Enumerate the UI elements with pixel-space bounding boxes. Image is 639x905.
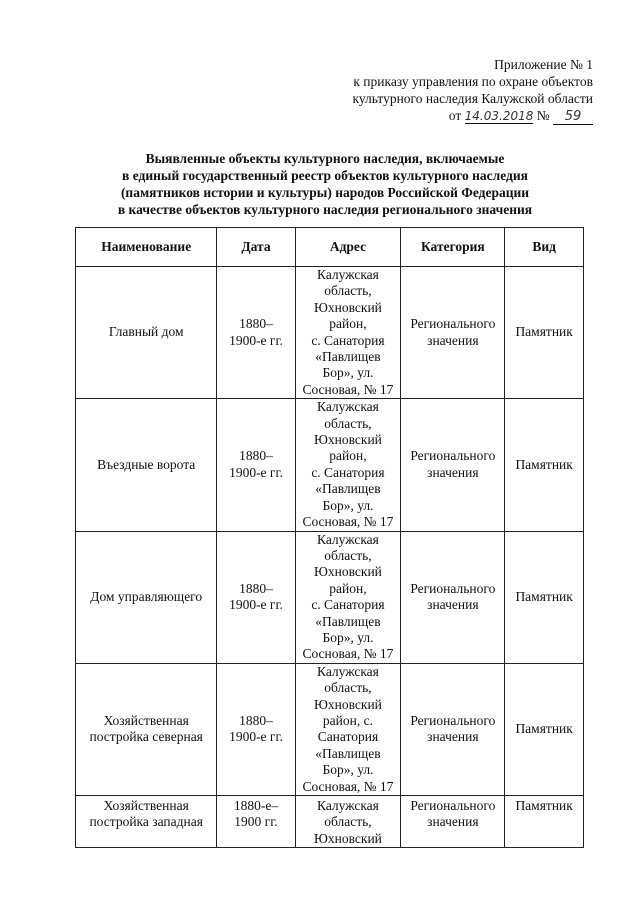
cell-type: Памятник: [505, 663, 584, 795]
table-body: [76, 267, 584, 848]
document-title: [90, 150, 560, 218]
date-prefix: от: [448, 108, 462, 123]
handwritten-date: 14.03.2018: [464, 109, 534, 123]
cell-address: Калужская область, Юхновский район, с. Санатория «Павлищев Бор», ул. Сосновая, № 17: [295, 531, 401, 663]
cell-address: Калужская область, Юхновский район, с. Санатория «Павлищев Бор», ул. Сосновая, № 17: [295, 399, 401, 531]
title-line-4: в качестве объектов культурного наследия регионального значения: [117, 202, 533, 217]
number-prefix: №: [536, 108, 550, 123]
title-line-3: (памятников истории и культуры) народов Российской Федерации: [120, 185, 530, 200]
cell-address: Калужская область, Юхновский район, с. Санатория «Павлищев Бор», ул. Сосновая, № 17: [295, 267, 401, 399]
table-row: [76, 531, 584, 663]
cell-name: Хозяйственная постройка западная: [76, 796, 217, 848]
annex-line-2: к приказу управления по охране объектов: [353, 74, 593, 89]
header-date: Дата: [217, 228, 295, 267]
cell-name: Главный дом: [76, 267, 217, 399]
annex-header: [273, 56, 593, 125]
table-row: [76, 663, 584, 795]
cell-category: Регионального значения: [401, 796, 505, 848]
cell-address: Калужская область, Юхновский район, с. Санатория «Павлищев Бор», ул. Сосновая, № 17: [295, 663, 401, 795]
cell-category: Регионального значения: [401, 531, 505, 663]
annex-date-number: [273, 107, 593, 125]
cell-name: Въездные ворота: [76, 399, 217, 531]
header-address: Адрес: [295, 228, 401, 267]
handwritten-number: 59: [553, 110, 593, 125]
table-row: [76, 399, 584, 531]
header-type: Вид: [505, 228, 584, 267]
cell-date: 1880– 1900-е гг.: [217, 531, 295, 663]
heritage-objects-table: [75, 227, 584, 848]
cell-date: 1880– 1900-е гг.: [217, 663, 295, 795]
cell-type: Памятник: [505, 796, 584, 848]
header-category: Категория: [401, 228, 505, 267]
cell-name: Хозяйственная постройка северная: [76, 663, 217, 795]
title-line-2: в единый государственный реестр объектов культурного наследия: [122, 168, 528, 183]
annex-line-3: культурного наследия Калужской области: [352, 91, 593, 106]
cell-type: Памятник: [505, 399, 584, 531]
table-header-row: [76, 228, 584, 267]
cell-address: Калужская область, Юхновский: [295, 796, 401, 848]
cell-category: Регионального значения: [401, 267, 505, 399]
annex-line-1: Приложение № 1: [494, 57, 593, 72]
cell-name: Дом управляющего: [76, 531, 217, 663]
cell-type: Памятник: [505, 531, 584, 663]
cell-type: Памятник: [505, 267, 584, 399]
table-row: [76, 796, 584, 848]
cell-category: Регионального значения: [401, 663, 505, 795]
cell-date: 1880-е– 1900 гг.: [217, 796, 295, 848]
cell-date: 1880– 1900-е гг.: [217, 399, 295, 531]
header-name: Наименование: [76, 228, 217, 267]
cell-date: 1880– 1900-е гг.: [217, 267, 295, 399]
title-line-1: Выявленные объекты культурного наследия, включаемые: [145, 151, 505, 166]
cell-category: Регионального значения: [401, 399, 505, 531]
table-row: [76, 267, 584, 399]
